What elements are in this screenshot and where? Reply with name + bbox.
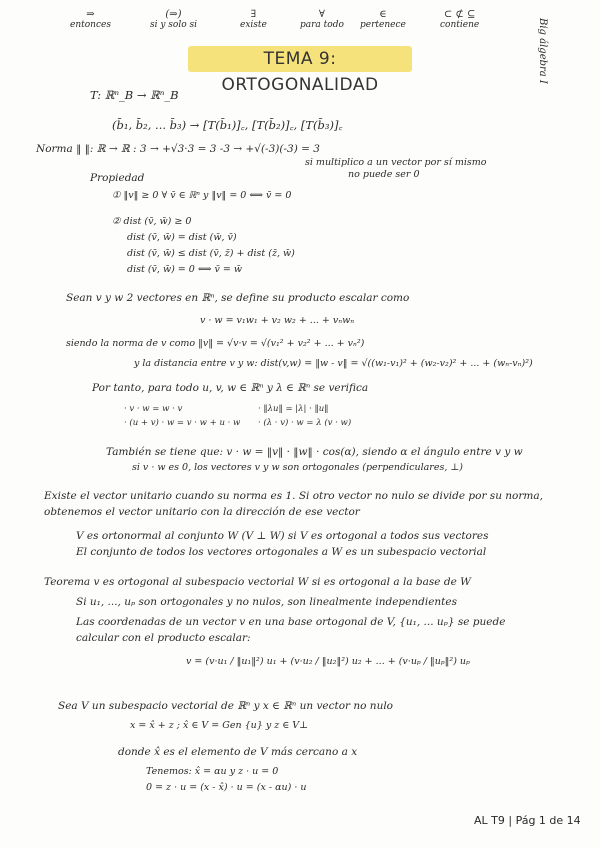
legend-label: pertenece — [360, 20, 406, 30]
note-line: v · w = v₁w₁ + v₂ w₂ + ... + vₙwₙ — [200, 315, 355, 326]
note-line: Teorema v es ortogonal al subespacio vectorial W si es ortogonal a la base de W — [44, 576, 471, 588]
note-line: si v · w es 0, los vectores v y w son ortogonales (perpendiculares, ⊥) — [132, 462, 464, 473]
legend-label: entonces — [70, 20, 111, 30]
note-line: Norma ‖ ‖: ℝ → ℝ : 3 → +√3·3 = 3 -3 → +√(-3)(-3) = 3 — [36, 143, 320, 155]
note-line: V es ortonormal al conjunto W (V ⊥ W) si V es ortogonal a todos sus vectores — [76, 530, 489, 542]
legend-symbol: ∃ — [250, 9, 257, 20]
legend-item — [440, 10, 479, 30]
note-line: T: ℝⁿ_B → ℝⁿ_B — [90, 88, 179, 102]
note-line: · (λ · v) · w = λ (v · w) — [258, 418, 352, 428]
legend-label: contiene — [440, 20, 480, 30]
note-line: v = (v·u₁ / ‖u₁‖²) u₁ + (v·u₂ / ‖u₂‖²) u₂ + ... + (v·uₚ / ‖uₚ‖²) uₚ — [186, 656, 470, 667]
note-line: x = x̂ + z ; x̂ ∈ V = Gen {u} y z ∈ V⊥ — [130, 720, 309, 731]
page-footer: AL T9 | Pág 1 de 14 — [474, 814, 581, 827]
note-line: · v · w = w · v — [124, 404, 183, 414]
note-line: El conjunto de todos los vectores ortogonales a W es un subespacio vectorial — [76, 546, 487, 558]
note-line: Sea V un subespacio vectorial de ℝⁿ y x ∈ ℝⁿ un vector no nulo — [58, 700, 394, 712]
legend-item — [360, 10, 406, 30]
legend-symbol: ∀ — [318, 9, 325, 20]
legend-item — [70, 10, 111, 30]
note-line: si multiplico a un vector por sí mismo — [305, 157, 487, 168]
legend-label: para todo — [300, 20, 344, 30]
note-line: dist (v̄, w̄) = dist (w̄, v̄) — [127, 232, 237, 243]
note-line: También se tiene que: v · w = ‖v‖ · ‖w‖ · cos(α), siendo α el ángulo entre v y w — [106, 446, 523, 458]
note-line: donde x̂ es el elemento de V más cercano a x — [118, 746, 358, 758]
note-line: ② dist (v̄, w̄) ≥ 0 — [112, 216, 192, 227]
note-line: Las coordenadas de un vector v en una base ortogonal de V, {u₁, ... uₚ} se puede — [76, 616, 506, 628]
legend-label: si y solo si — [150, 20, 197, 30]
legend-symbol: ⇒ — [86, 9, 95, 20]
note-line: Propiedad — [90, 172, 145, 184]
note-line: ① ‖v‖ ≥ 0 ∀ v̄ ∈ ℝⁿ y ‖v‖ = 0 ⟺ v̄ = 0 — [112, 190, 292, 201]
note-line: Si u₁, ..., uₚ son ortogonales y no nulos, son linealmente independientes — [76, 596, 457, 608]
legend-item — [240, 10, 267, 30]
note-line: dist (v̄, w̄) ≤ dist (v̄, z̄) + dist (z̄, w̄) — [127, 248, 295, 259]
legend-symbol: (⇒) — [165, 9, 182, 20]
legend-symbol: ∈ — [379, 9, 387, 20]
note-line: 0 = z · u = (x - x̂) · u = (x - αu) · u — [146, 782, 307, 793]
page-title: TEMA 9: ORTOGONALIDAD — [188, 46, 412, 72]
side-title: Big álgebra I — [537, 18, 548, 84]
note-line: y la distancia entre v y w: dist(v,w) = ‖w - v‖ = √((w₁-v₁)² + (w₂-v₂)² + ... + (wₙ-vₙ)²) — [134, 358, 533, 369]
note-line: Por tanto, para todo u, v, w ∈ ℝⁿ y λ ∈ ℝⁿ se verifica — [92, 382, 369, 394]
legend-label: existe — [240, 20, 267, 30]
note-line: obtenemos el vector unitario con la dirección de ese vector — [44, 506, 360, 518]
note-line: no puede ser 0 — [348, 169, 420, 180]
note-line: dist (v̄, w̄) = 0 ⟺ v̄ = w̄ — [127, 264, 242, 275]
note-line: · (u + v) · w = v · w + u · w — [124, 418, 241, 428]
legend-symbol: ⊂ ⊄ ⊆ — [443, 9, 476, 20]
note-line: (b̄₁, b̄₂, ... b̄₃) → [T(b̄₁)]꜀, [T(b̄₂)]꜀, [T(b̄₃)]꜀ — [112, 118, 343, 132]
legend-item — [150, 10, 197, 30]
legend-item — [300, 10, 344, 30]
note-line: · ‖λu‖ = |λ| · ‖u‖ — [258, 404, 329, 414]
note-line: siendo la norma de v como ‖v‖ = √v·v = √(v₁² + v₂² + ... + vₙ²) — [66, 338, 365, 349]
note-line: Existe el vector unitario cuando su norma es 1. Si otro vector no nulo se divide por su norma, — [44, 490, 543, 502]
note-line: Sean v y w 2 vectores en ℝⁿ, se define su producto escalar como — [66, 292, 410, 304]
note-line: Tenemos: x̂ = αu y z · u = 0 — [146, 766, 279, 777]
note-line: calcular con el producto escalar: — [76, 632, 251, 644]
